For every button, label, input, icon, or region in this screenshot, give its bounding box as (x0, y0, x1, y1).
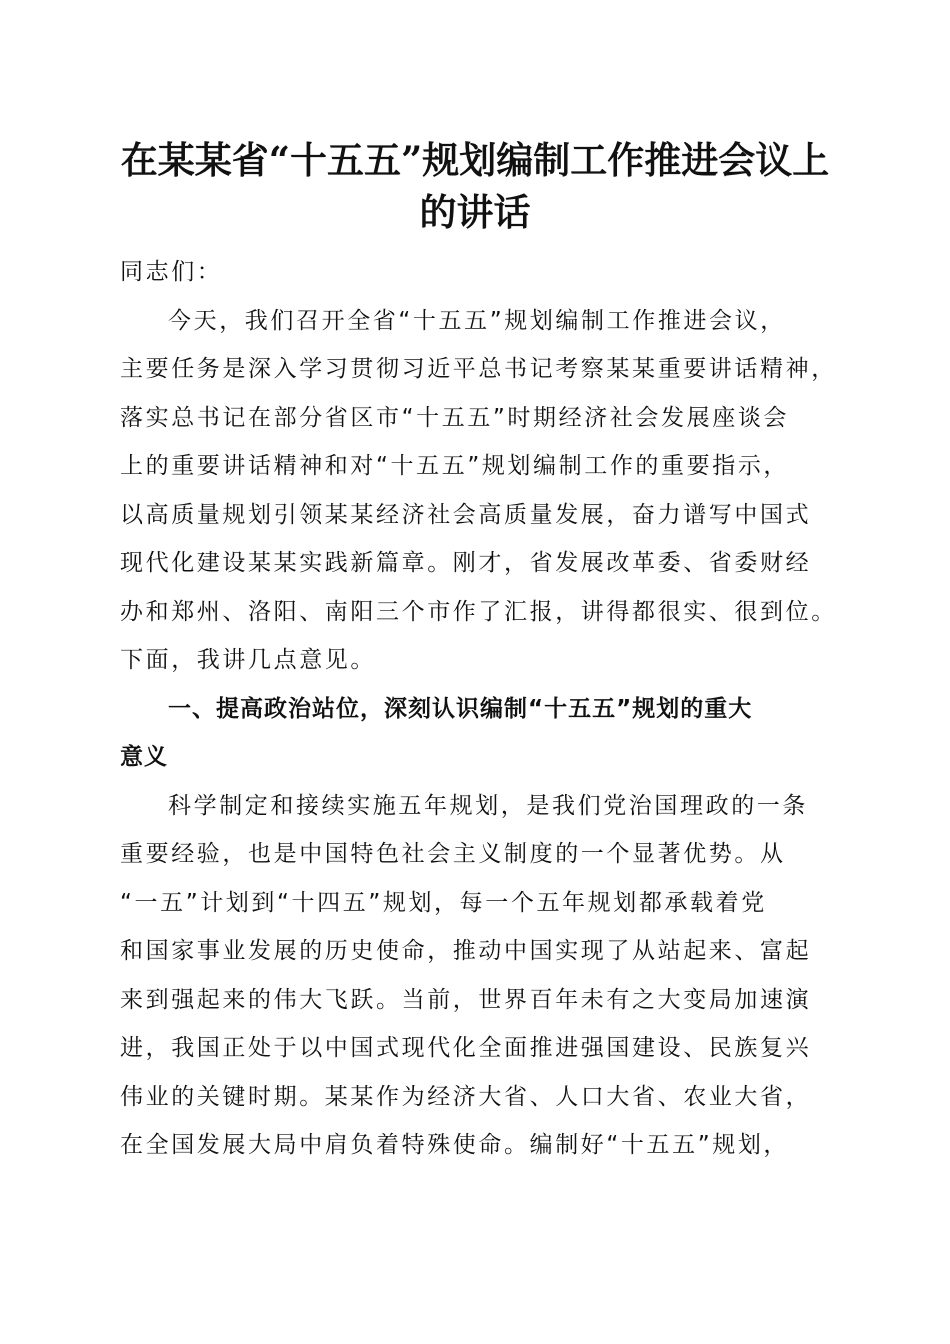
paragraph-line: 上的重要讲话精神和对“十五五”规划编制工作的重要指示， (120, 453, 790, 479)
paragraph-significance (120, 782, 840, 1170)
heading-line: 意义 (120, 744, 168, 770)
document-title (100, 134, 850, 238)
paragraph-line: 落实总书记在部分省区市“十五五”时期经济社会发展座谈会 (120, 404, 790, 431)
paragraph-line: 科学制定和接续实施五年规划，是我们党治国理政的一条 (168, 792, 808, 819)
paragraph-line: 来到强起来的伟大飞跃。当前，世界百年未有之大变局加速演 (120, 986, 812, 1013)
paragraph-line: 办和郑州、洛阳、南阳三个市作了汇报，讲得都很实、很到位。 (120, 598, 837, 625)
paragraph-opening (120, 297, 840, 685)
paragraph-line: 现代化建设某某实践新篇章。刚才，省发展改革委、省委财经 (120, 550, 812, 576)
paragraph-line: “一五”计划到“十四五”规划，每一个五年规划都承载着党 (120, 889, 767, 916)
paragraph-line: 进，我国正处于以中国式现代化全面推进强国建设、民族复兴 (120, 1035, 812, 1061)
title-line: 的讲话 (419, 190, 531, 234)
paragraph-line: 今天，我们召开全省“十五五”规划编制工作推进会议， (168, 307, 786, 334)
paragraph-line: 主要任务是深入学习贯彻习近平总书记考察某某重要讲话精神， (120, 356, 837, 382)
section-heading-1 (120, 685, 840, 782)
paragraph-line: 重要经验，也是中国特色社会主义制度的一个显著优势。从 (120, 841, 786, 867)
title-line: 在某某省“十五五”规划编制工作推进会议上 (120, 138, 830, 182)
heading-line: 一、提高政治站位，深刻认识编制“十五五”规划的重大 (168, 695, 753, 722)
document-body (120, 248, 840, 1170)
paragraph-line: 下面，我讲几点意见。 (120, 647, 376, 673)
paragraph-line: 以高质量规划引领某某经济社会高质量发展，奋力谱写中国式 (120, 501, 812, 528)
paragraph-line: 在全国发展大局中肩负着特殊使命。编制好“十五五”规划， (120, 1132, 790, 1158)
paragraph-line: 和国家事业发展的历史使命，推动中国实现了从站起来、富起 (120, 938, 812, 964)
paragraph-line: 伟业的关键时期。某某作为经济大省、人口大省、农业大省， (120, 1083, 812, 1110)
salutation: 同志们： (120, 259, 223, 285)
